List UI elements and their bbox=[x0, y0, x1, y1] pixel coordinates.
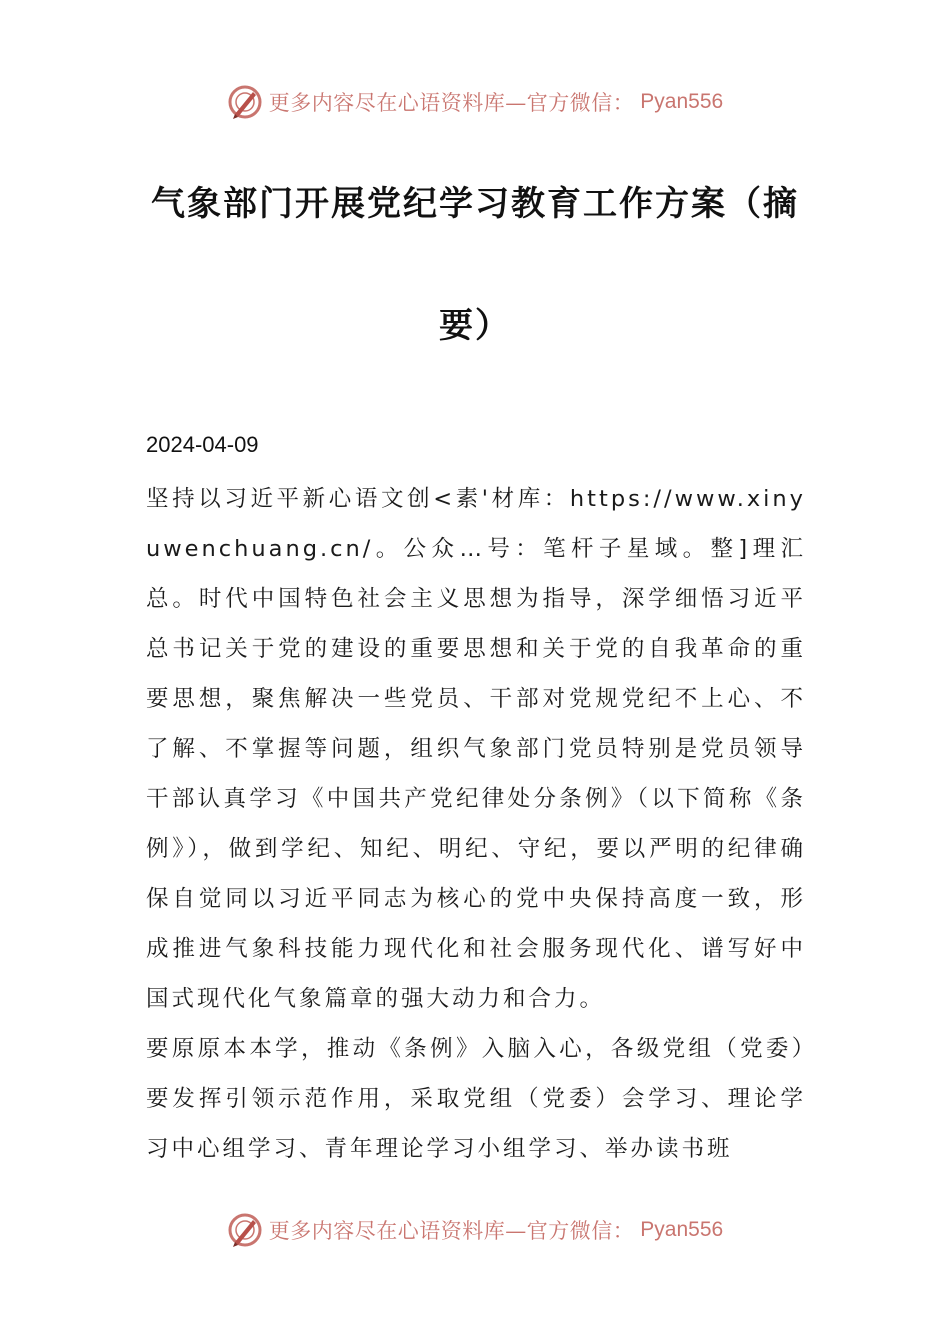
watermark-text: 更多内容尽在心语资料库—官方微信： bbox=[268, 1219, 635, 1243]
watermark-footer bbox=[0, 1208, 950, 1252]
body-paragraph: 要原原本本学，推动《条例》入脑入心，各级党组（党委）要发挥引领示范作用，采取党组（党委）会学习、理论学习中心组学习、青年理论学习小组学习、举办读书班 bbox=[146, 1036, 806, 1162]
pen-circle-logo-icon bbox=[227, 1212, 263, 1248]
watermark-wechat-id: Pyan556 bbox=[640, 90, 724, 113]
body-paragraph: 坚持以习近平新心语文创<素'材库：https://www.xinyuwenchuang.cn/。公众…号：笔杆子星域。整]理汇总。时代中国特色社会主义思想为指导，深学细悟习近平总书记关于党的建设的重要思想和关于党的自我革命的重要思想，聚焦解决一些党员、干部对党规党纪不上心、不了解、不掌握等问题，组织气象部门党员特别是党员领导干部认真学习《中国共产党纪律处分条例》（以下简称《条例》），做到学纪、知纪、明纪、守纪，要以严明的纪律确保自觉同以习近平同志为核心的党中央保持高度一致，形成推进气象科技能力现代化和社会服务现代化、谱写好中国式现代化气象篇章的强大动力和合力。 bbox=[146, 486, 806, 1012]
document-title: 气象部门开展党纪学习教育工作方案（摘 bbox=[151, 184, 799, 224]
publish-date: 2024-04-09 bbox=[146, 432, 259, 457]
watermark-text: 更多内容尽在心语资料库—官方微信： bbox=[268, 91, 635, 115]
watermark-header bbox=[0, 80, 950, 124]
pen-circle-logo-icon bbox=[227, 84, 263, 120]
watermark-wechat-id: Pyan556 bbox=[640, 1218, 724, 1241]
document-title-continued: 要） bbox=[439, 306, 511, 346]
